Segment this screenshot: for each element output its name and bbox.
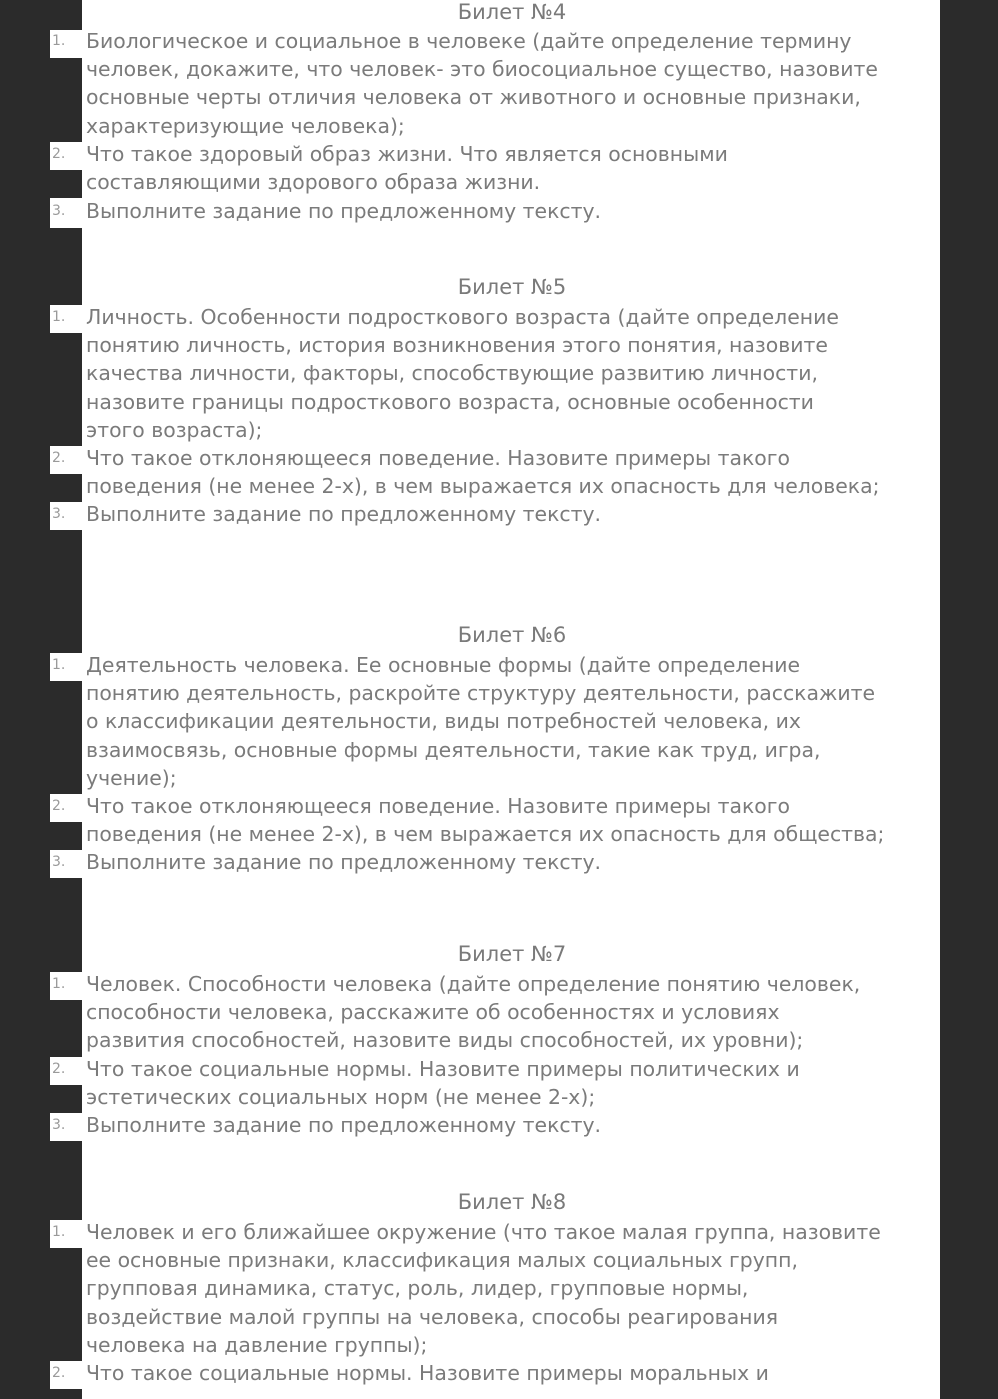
dark-edge-strip <box>50 681 82 794</box>
dark-edge-strip <box>50 228 82 305</box>
item-number: 1. <box>52 33 66 49</box>
dark-edge-strip <box>50 170 82 198</box>
item-number: 1. <box>52 1224 66 1240</box>
dark-edge-strip <box>50 1389 82 1399</box>
dark-edge-strip <box>50 1248 82 1361</box>
item-number: 3. <box>52 506 66 522</box>
item-number: 3. <box>52 1117 66 1133</box>
dark-edge-strip <box>50 1000 82 1057</box>
item-text: Выполните задание по предложенному тексту. <box>86 199 602 223</box>
item-text: Деятельность человека. Ее основные формы (дайте определение понятию деятельность, раскройте структуру деятельности, расскажите о классификации деятельности, виды потребностей человека, их взаимосвязь, основные формы деятельности, такие как труд, игра, учение); <box>86 653 876 790</box>
item-number: 2. <box>52 1061 66 1077</box>
dark-edge-strip <box>50 0 82 30</box>
dark-edge-strip <box>50 474 82 502</box>
item-text: Что такое социальные нормы. Назовите примеры политических и эстетических социальных норм (не менее 2-х); <box>86 1057 800 1110</box>
dark-edge-strip <box>50 1141 82 1220</box>
item-text: Биологическое и социальное в человеке (дайте определение термину человек, докажите, что человек- это биосоциальное существо, назовите основные черты отличия человека от животного и основные признаки, характеризующие человека); <box>86 29 878 138</box>
item-text: Что такое отклоняющееся поведение. Назовите примеры такого поведения (не менее 2-х), в чем выражается их опасность для общества; <box>86 794 885 847</box>
item-text: Выполните задание по предложенному тексту. <box>86 502 602 526</box>
right-dark-margin <box>940 0 998 1399</box>
dark-edge-strip <box>50 58 82 142</box>
item-number: 3. <box>52 203 66 219</box>
dark-edge-strip <box>50 822 82 850</box>
dark-edge-strip <box>50 333 82 446</box>
item-text: Что такое отклоняющееся поведение. Назовите примеры такого поведения (не менее 2-х), в чем выражается их опасность для человека; <box>86 446 880 499</box>
item-number: 2. <box>52 146 66 162</box>
item-number: 2. <box>52 450 66 466</box>
ticket-title: Билет №6 <box>457 623 567 647</box>
dark-edge-strip <box>50 1085 82 1113</box>
ticket-title: Билет №4 <box>457 0 567 24</box>
item-text: Выполните задание по предложенному тексту. <box>86 1113 602 1137</box>
item-text: Что такое здоровый образ жизни. Что является основными составляющими здорового образа жизни. <box>86 142 728 195</box>
item-number: 2. <box>52 1365 66 1381</box>
item-text: Человек. Способности человека (дайте определение понятию человек, способности человека, расскажите об особенностях и условиях развития способностей, назовите виды способностей, их уровни); <box>86 972 861 1053</box>
ticket-title: Билет №5 <box>457 275 567 299</box>
item-text: Человек и его ближайшее окружение (что такое малая группа, назовите ее основные признаки, классификация малых социальных групп, групповая динамика, статус, роль, лидер, групповые нормы, воздействие малой группы на человека, способы реагирования человека на давление группы); <box>86 1220 881 1357</box>
item-number: 2. <box>52 798 66 814</box>
document-page <box>50 0 940 1399</box>
ticket-title: Билет №7 <box>457 942 567 966</box>
dark-edge-strip <box>50 530 82 653</box>
item-number: 3. <box>52 854 66 870</box>
item-number: 1. <box>52 309 66 325</box>
item-text: Что такое социальные нормы. Назовите примеры моральных и <box>86 1361 769 1385</box>
item-text: Выполните задание по предложенному тексту. <box>86 850 602 874</box>
item-number: 1. <box>52 657 66 673</box>
item-number: 1. <box>52 976 66 992</box>
item-text: Личность. Особенности подросткового возраста (дайте определение понятию личность, история возникновения этого понятия, назовите качества личности, факторы, способствующие развитию личности, назовите границы подросткового возраста, основные особенности этого возраста); <box>86 305 839 442</box>
ticket-title: Билет №8 <box>457 1190 567 1214</box>
dark-edge-strip <box>50 878 82 972</box>
